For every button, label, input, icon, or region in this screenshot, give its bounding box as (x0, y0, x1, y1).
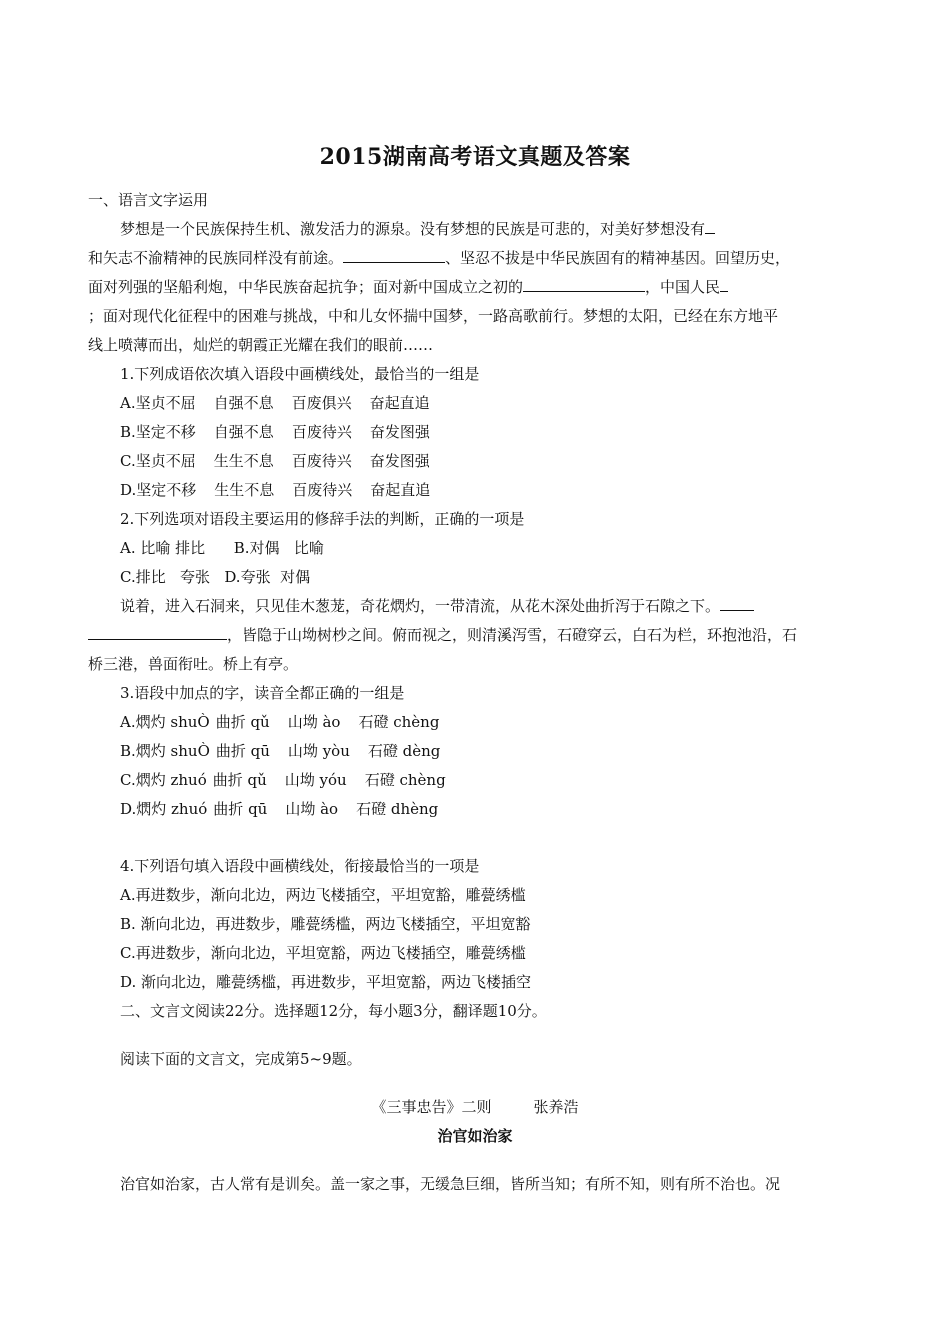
option-text: 生生不息 (214, 481, 275, 499)
passage1-line5: 线上喷薄而出，灿烂的朝霞正光耀在我们的眼前…… (88, 336, 434, 354)
source-title-line (0, 1097, 950, 1117)
section2-heading: 二、文言文阅读22分。选择题12分，每小题3分，翻译题10分。 (120, 1002, 547, 1020)
passage1-line4: ；面对现代化征程中的困难与挑战，中和儿女怀揣中国梦，一路高歌前行。梦想的太阳，已经在东方地平 (88, 307, 779, 325)
option-text: 自强不息 (213, 394, 274, 412)
option-text: 奋起直追 (370, 481, 431, 499)
section2-intro: 阅读下面的文言文，完成第5~9题。 (120, 1050, 362, 1068)
passage1-line3 (88, 277, 863, 297)
passage1-line2 (88, 248, 863, 268)
question-1-option-c (120, 451, 863, 471)
option-text: D.坚定不移 (120, 481, 197, 499)
passage1-text: 和矢志不渝精神的民族同样没有前途。 (88, 249, 344, 267)
passage1-text: 、坚忍不拔是中华民族固有的精神基因。回望历史， (445, 249, 791, 267)
question-1-stem: 1.下列成语依次填入语段中画横线处，最恰当的一组是 (120, 365, 480, 383)
answer-blank (122, 625, 227, 640)
question-2-options-cd: C.排比 夸张 D.夸张 对偶 (120, 568, 311, 586)
option-text: B.坚定不移 (120, 423, 196, 441)
question-4-stem: 4.下列语句填入语段中画横线处，衔接最恰当的一项是 (120, 857, 480, 875)
option-text: 曲折 qǔ (215, 713, 270, 731)
option-text: 石磴 chèng (364, 771, 446, 789)
question-2-options-ab: A. 比喻 排比 B.对偶 比喻 (120, 539, 324, 557)
question-4-option-d: D. 渐向北边，雕甍绣槛，再进数步，平坦宽豁，两边飞楼插空 (120, 973, 532, 991)
answer-blank (523, 277, 645, 292)
option-text: 石磴 chèng (358, 713, 440, 731)
question-4-option-b: B. 渐向北边，再进数步，雕甍绣槛，两边飞楼插空，平坦宽豁 (120, 915, 531, 933)
passage2-text: ，皆隐于山坳树杪之间。俯而视之，则清溪泻雪，石磴穿云，白石为栏，环抱池沿，石 (227, 626, 798, 644)
option-text: 奋发图强 (369, 423, 430, 441)
question-4-option-c: C.再进数步，渐向北边，平坦宽豁，两边飞楼插空，雕甍绣槛 (120, 944, 526, 962)
question-3-option-d (120, 799, 863, 819)
passage2-line1 (120, 596, 863, 616)
answer-blank (343, 248, 445, 263)
question-1-option-a (120, 393, 863, 413)
option-text: 曲折 qǔ (212, 771, 267, 789)
option-text: A.熌灼 shuÒ (120, 713, 210, 731)
option-text: B.熌灼 shuÒ (120, 742, 210, 760)
option-text: 自强不息 (213, 423, 274, 441)
option-text: 百废待兴 (292, 481, 353, 499)
passage1-text: ，中国人民 (645, 278, 721, 296)
option-text: 奋发图强 (369, 452, 430, 470)
question-1-option-d (120, 480, 863, 500)
document-title: 2015湖南高考语文真题及答案 (319, 144, 631, 170)
section1-heading: 一、语言文字运用 (88, 191, 209, 209)
option-text: 曲折 qū (213, 800, 268, 818)
indent-spacer (88, 625, 122, 640)
option-text: 奋起直追 (369, 394, 430, 412)
question-3-option-b (120, 741, 863, 761)
classical-text-line1: 治官如治家，古人常有是训矣。盖一家之事，无缓急巨细，皆所当知；有所不知，则有所不治也。况 (120, 1175, 781, 1193)
option-text: 石磴 dhèng (356, 800, 439, 818)
question-3-option-a (120, 712, 863, 732)
article-subtitle: 治官如治家 (437, 1127, 513, 1145)
option-text: 山坳 ào (285, 800, 339, 818)
answer-blank (705, 219, 715, 234)
option-text: C.坚贞不屈 (120, 452, 196, 470)
option-text: 石磴 dèng (367, 742, 441, 760)
answer-blank (720, 277, 728, 292)
author-name: 张养浩 (533, 1098, 579, 1116)
question-4-option-a: A.再进数步，渐向北边，两边飞楼插空，平坦宽豁，雕甍绣槛 (120, 886, 526, 904)
passage2-line2 (88, 625, 863, 645)
option-text: D.熌灼 zhuó (120, 800, 208, 818)
option-text: 百废待兴 (291, 452, 352, 470)
answer-blank (720, 596, 754, 611)
option-text: 百废俱兴 (291, 394, 352, 412)
option-text: 山坳 yòu (287, 742, 350, 760)
source-title: 《三事忠告》二则 (371, 1098, 492, 1116)
passage2-text: 说着，进入石洞来，只见佳木葱茏，奇花熌灼，一带清流，从花木深处曲折泻于石隙之下。 (120, 597, 721, 615)
passage1-line1 (120, 219, 867, 239)
passage1-text: 梦想是一个民族保持生机、激发活力的源泉。没有梦想的民族是可悲的，对美好梦想没有 (120, 220, 706, 238)
option-text: A.坚贞不屈 (120, 394, 196, 412)
option-text: 曲折 qū (215, 742, 270, 760)
passage1-text: 面对列强的坚船利炮，中华民族奋起抗争；面对新中国成立之初的 (88, 278, 524, 296)
option-text: C.熌灼 zhuó (120, 771, 207, 789)
option-text: 山坳 ào (287, 713, 341, 731)
question-2-stem: 2.下列选项对语段主要运用的修辞手法的判断，正确的一项是 (120, 510, 525, 528)
option-text: 山坳 yóu (284, 771, 347, 789)
option-text: 百废待兴 (291, 423, 352, 441)
question-1-option-b (120, 422, 863, 442)
passage2-line3: 桥三港，兽面衔吐。桥上有亭。 (88, 655, 299, 673)
option-text: 生生不息 (213, 452, 274, 470)
question-3-stem: 3.语段中加点的字，读音全都正确的一组是 (120, 684, 405, 702)
question-3-option-c (120, 770, 863, 790)
